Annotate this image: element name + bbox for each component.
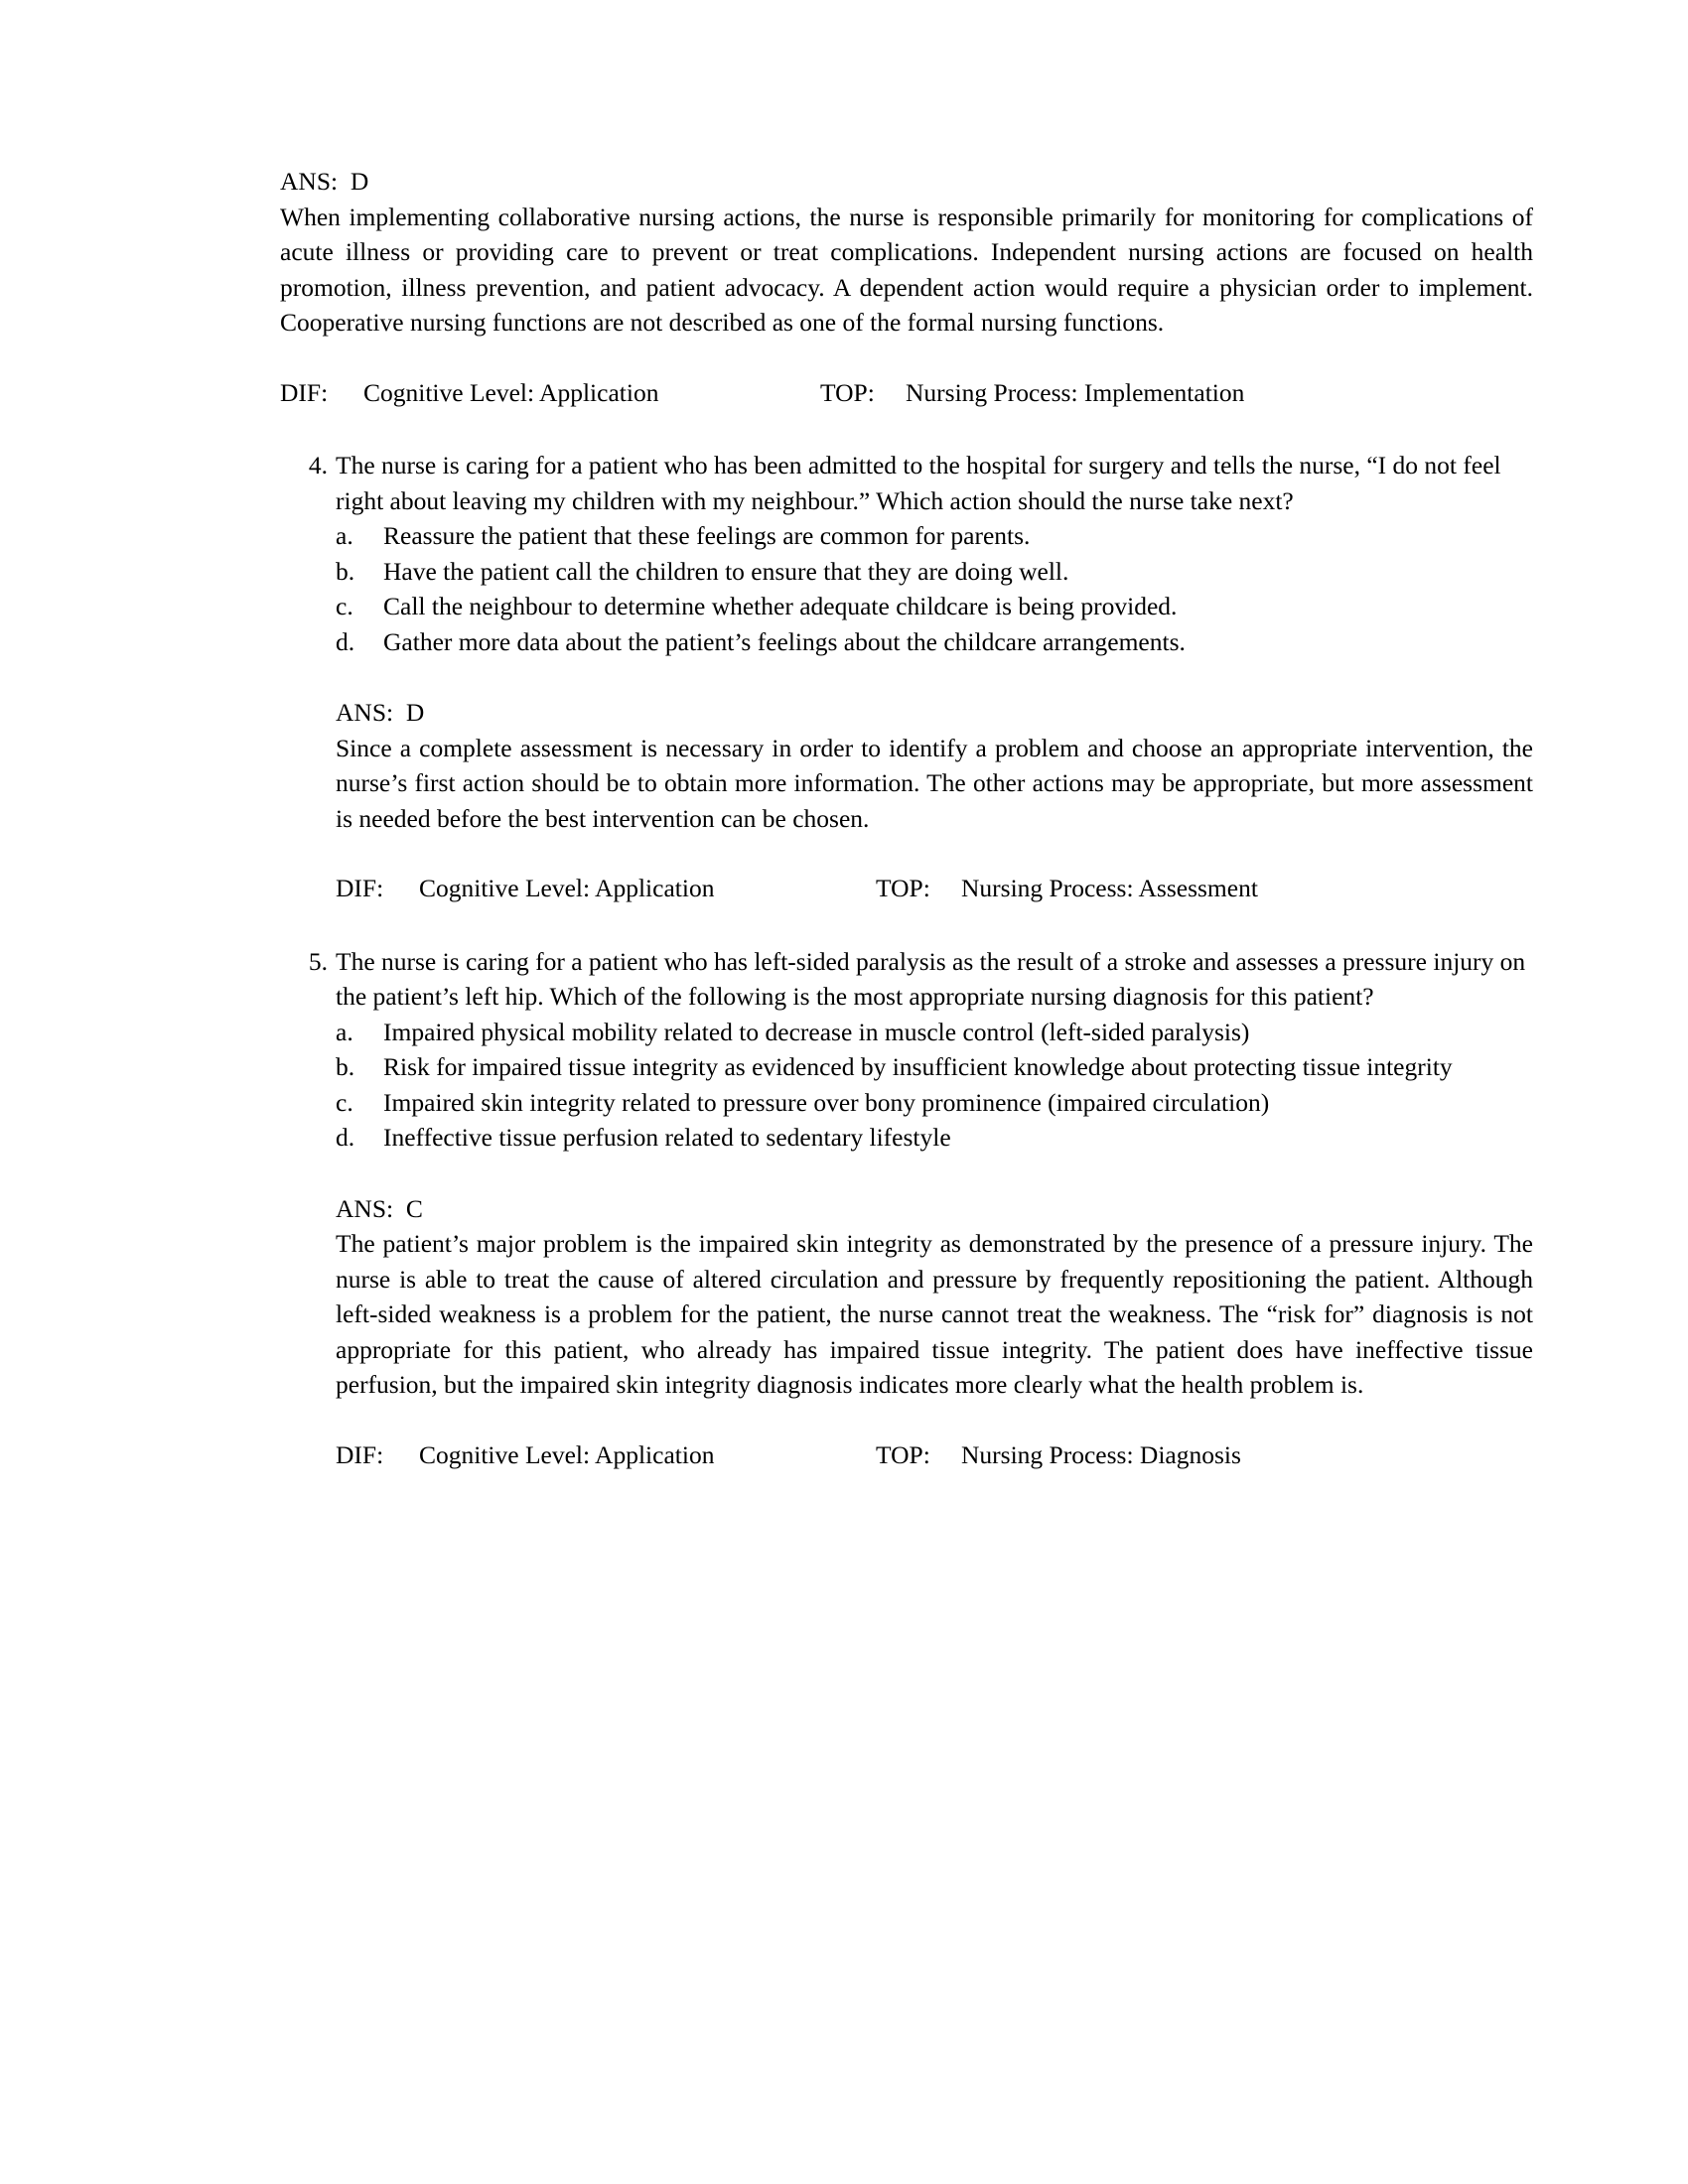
question-stem: The nurse is caring for a patient who has been admitted to the hospital for surgery and tells the nurse, “I do not feel right about leaving my children with my neighbour.” Which action should the nurse take next? xyxy=(336,451,1501,515)
option-text: Risk for impaired tissue integrity as evidenced by insufficient knowledge about protecting tissue integrity xyxy=(383,1052,1453,1081)
option-text: Impaired physical mobility related to decrease in muscle control (left-sided paralysis) xyxy=(383,1017,1250,1046)
top-label: TOP: xyxy=(876,874,930,902)
spacer xyxy=(336,1156,1533,1191)
top-value: Nursing Process: Assessment xyxy=(961,874,1258,902)
option-letter: d. xyxy=(336,1123,355,1152)
spacer xyxy=(336,659,1533,695)
option-text: Reassure the patient that these feelings are common for parents. xyxy=(383,521,1031,550)
option-letter: b. xyxy=(336,1052,355,1081)
answer-label: ANS: D xyxy=(336,698,425,727)
answer-block-3 xyxy=(280,164,1533,410)
dif-value: Cognitive Level: Application xyxy=(363,377,659,407)
dif-label: DIF: xyxy=(280,377,329,407)
question-item xyxy=(280,448,1533,906)
option-list xyxy=(336,518,1533,659)
top-value: Nursing Process: Diagnosis xyxy=(961,1439,1241,1469)
option-text: Gather more data about the patient’s feelings about the childcare arrangements. xyxy=(383,626,1186,656)
option-text: Call the neighbour to determine whether adequate childcare is being provided. xyxy=(383,592,1178,620)
dif-label: DIF: xyxy=(336,1439,384,1469)
metadata-line xyxy=(336,871,1533,906)
option-item[interactable] xyxy=(336,1049,1533,1085)
dif-value: Cognitive Level: Application xyxy=(419,1439,715,1469)
option-letter: d. xyxy=(336,626,355,656)
option-letter: a. xyxy=(336,521,353,550)
option-item[interactable] xyxy=(336,1120,1533,1156)
question-number: 4. xyxy=(308,451,328,479)
option-item[interactable] xyxy=(336,589,1533,624)
option-letter: a. xyxy=(336,1017,353,1046)
option-item[interactable] xyxy=(336,1015,1533,1050)
top-label: TOP: xyxy=(876,1439,930,1469)
dif-label: DIF: xyxy=(336,874,384,902)
option-letter: c. xyxy=(336,592,353,620)
top-label: TOP: xyxy=(820,377,875,407)
option-list xyxy=(336,1015,1533,1156)
option-item[interactable] xyxy=(336,518,1533,554)
question-number: 5. xyxy=(308,946,328,976)
answer-rationale: When implementing collaborative nursing actions, the nurse is responsible primarily for monitoring for complications of acute illness or providing care to prevent or treat complications. Independent nursing actions are focused on health promotion, illness prevention, and patient advocacy. A dependent action would require a physician order to implement. Cooperative nursing functions are not described as one of the formal nursing functions. xyxy=(280,202,1533,337)
option-text: Have the patient call the children to ensure that they are doing well. xyxy=(383,556,1069,586)
metadata-line xyxy=(336,1437,1533,1473)
question-item xyxy=(280,944,1533,1473)
option-text: Ineffective tissue perfusion related to sedentary lifestyle xyxy=(383,1123,951,1152)
answer-label: ANS: C xyxy=(336,1193,423,1223)
dif-value: Cognitive Level: Application xyxy=(419,874,715,902)
metadata-line xyxy=(280,375,1533,411)
question-stem: The nurse is caring for a patient who has left-sided paralysis as the result of a stroke and assesses a pressure injury on the patient’s left hip. Which of the following is the most appropriate nursing diagnosis for this patient? xyxy=(336,946,1526,1011)
option-item[interactable] xyxy=(336,624,1533,660)
option-item[interactable] xyxy=(336,554,1533,590)
answer-rationale: Since a complete assessment is necessary in order to identify a problem and choose an appropriate intervention, the nurse’s first action should be to obtain more information. The other actions may be appropriate, but more assessment is needed before the best intervention can be chosen. xyxy=(336,733,1533,833)
top-value: Nursing Process: Implementation xyxy=(906,377,1245,407)
answer-rationale: The patient’s major problem is the impaired skin integrity as demonstrated by the presence of a pressure injury. The nurse is able to treat the cause of altered circulation and pressure by frequently repositioning the patient. Although left-sided weakness is a problem for the patient, the nurse cannot treat the weakness. The “risk for” diagnosis is not appropriate for this patient, who already has impaired tissue integrity. The patient does have ineffective tissue perfusion, but the impaired skin integrity diagnosis indicates more clearly what the health problem is. xyxy=(336,1229,1533,1399)
option-letter: c. xyxy=(336,1087,353,1117)
option-letter: b. xyxy=(336,556,355,586)
option-item[interactable] xyxy=(336,1085,1533,1121)
answer-label: ANS: D xyxy=(280,167,369,196)
page-content xyxy=(280,164,1533,1472)
option-text: Impaired skin integrity related to pressure over bony prominence (impaired circulation) xyxy=(383,1087,1270,1117)
